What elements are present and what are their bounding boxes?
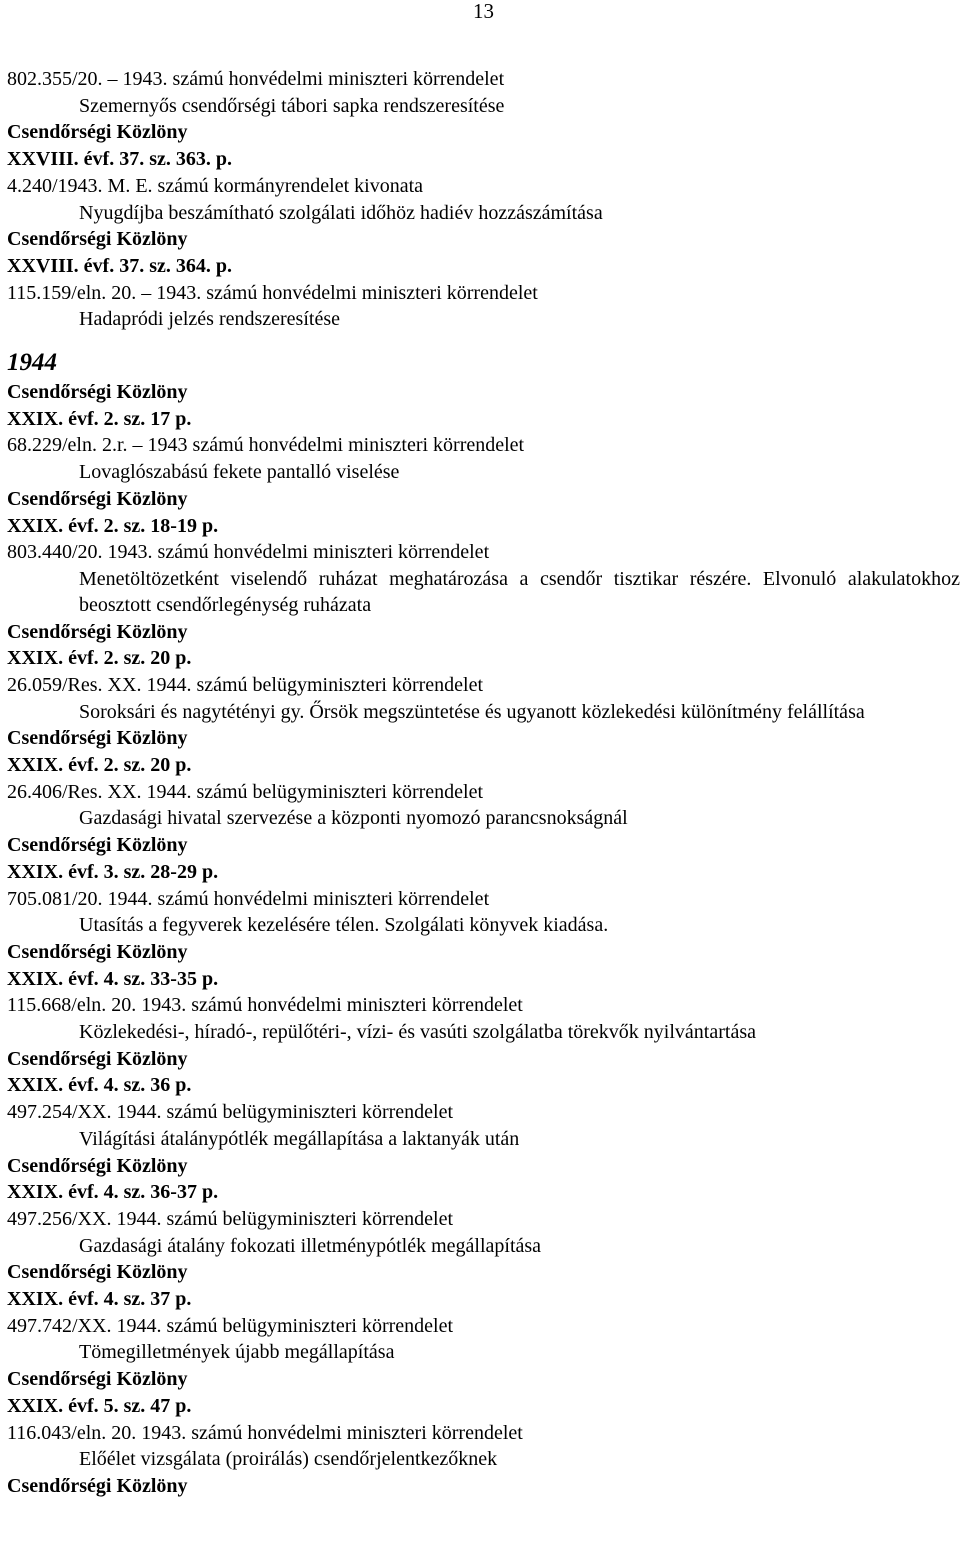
publication-name: Csendőrségi Közlöny bbox=[7, 1261, 188, 1284]
publication-issue: XXIX. évf. 4. sz. 33-35 p. bbox=[7, 967, 219, 990]
publication-name: Csendőrségi Közlöny bbox=[7, 228, 188, 251]
publication-name: Csendőrségi Közlöny bbox=[7, 1474, 188, 1497]
publication-name: Csendőrségi Közlöny bbox=[7, 1047, 188, 1070]
document-body bbox=[0, 66, 960, 1500]
decree-entry bbox=[0, 1099, 960, 1206]
publication-issue: XXVIII. évf. 37. sz. 364. p. bbox=[7, 254, 232, 277]
decree-entry bbox=[0, 539, 960, 672]
publication-name: Csendőrségi Közlöny bbox=[7, 940, 188, 963]
decree-title: Előélet vizsgálata (proirálás) csendőrjelentkezőknek bbox=[79, 1448, 498, 1471]
decree-entry bbox=[0, 779, 960, 886]
decree-entry bbox=[0, 672, 960, 779]
publication-issue: XXIX. évf. 2. sz. 20 p. bbox=[7, 753, 192, 776]
decree-reference: 68.229/eln. 2.r. – 1943 számú honvédelmi miniszteri körrendelet bbox=[7, 434, 525, 457]
publication-issue: XXIX. évf. 4. sz. 36 p. bbox=[7, 1074, 192, 1097]
publication-issue: XXIX. évf. 4. sz. 37 p. bbox=[7, 1288, 192, 1311]
publication-name: Csendőrségi Közlöny bbox=[7, 381, 188, 404]
decree-reference: 803.440/20. 1943. számú honvédelmi miniszteri körrendelet bbox=[7, 541, 490, 564]
publication-name: Csendőrségi Közlöny bbox=[7, 727, 188, 750]
publication-name: Csendőrségi Közlöny bbox=[7, 121, 188, 144]
publication-issue: XXIX. évf. 2. sz. 20 p. bbox=[7, 647, 192, 670]
decree-entry bbox=[0, 347, 960, 432]
year-heading: 1944 bbox=[7, 349, 57, 377]
decree-entry bbox=[0, 280, 960, 333]
publication-name: Csendőrségi Közlöny bbox=[7, 620, 188, 643]
decree-title: Menetöltözetként viselendő ruházat meghatározása a csendőr tisztikar részére. Elvonuló alakulatokhoz beosztott csendőrlegénység ruházata bbox=[79, 567, 960, 617]
decree-entry bbox=[0, 173, 960, 280]
decree-reference: 115.668/eln. 20. 1943. számú honvédelmi miniszteri körrendelet bbox=[7, 994, 523, 1017]
decree-title: Lovaglószabású fekete pantalló viselése bbox=[79, 461, 400, 484]
decree-reference: 802.355/20. – 1943. számú honvédelmi miniszteri körrendelet bbox=[7, 68, 505, 90]
publication-issue: XXVIII. évf. 37. sz. 363. p. bbox=[7, 148, 232, 171]
decree-reference: 497.254/XX. 1944. számú belügyminiszteri körrendelet bbox=[7, 1101, 454, 1124]
decree-title: Világítási átalánypótlék megállapítása a laktanyák után bbox=[79, 1127, 520, 1150]
decree-entry bbox=[0, 66, 960, 173]
decree-reference: 26.406/Res. XX. 1944. számú belügyminiszteri körrendelet bbox=[7, 780, 484, 803]
publication-name: Csendőrségi Közlöny bbox=[7, 834, 188, 857]
decree-entry bbox=[0, 992, 960, 1099]
decree-reference: 26.059/Res. XX. 1944. számú belügyminiszteri körrendelet bbox=[7, 674, 484, 697]
decree-title: Közlekedési-, híradó-, repülőtéri-, vízi- és vasúti szolgálatba törekvők nyilvántartása bbox=[79, 1021, 756, 1044]
decree-title: Tömegilletmények újabb megállapítása bbox=[79, 1341, 395, 1364]
decree-reference: 116.043/eln. 20. 1943. számú honvédelmi miniszteri körrendelet bbox=[7, 1421, 523, 1444]
decree-reference: 497.256/XX. 1944. számú belügyminiszteri körrendelet bbox=[7, 1207, 454, 1230]
publication-name: Csendőrségi Közlöny bbox=[7, 1154, 188, 1177]
decree-reference: 705.081/20. 1944. számú honvédelmi miniszteri körrendelet bbox=[7, 887, 490, 910]
decree-reference: 4.240/1943. M. E. számú kormányrendelet kivonata bbox=[7, 174, 424, 197]
publication-name: Csendőrségi Közlöny bbox=[7, 1368, 188, 1391]
decree-entry bbox=[0, 1313, 960, 1420]
decree-entry bbox=[0, 886, 960, 993]
decree-title: Szemernyős csendőrségi tábori sapka rendszeresítése bbox=[79, 94, 505, 117]
publication-issue: XXIX. évf. 3. sz. 28-29 p. bbox=[7, 860, 219, 883]
publication-issue: XXIX. évf. 2. sz. 17 p. bbox=[7, 407, 192, 430]
publication-issue: XXIX. évf. 5. sz. 47 p. bbox=[7, 1394, 192, 1417]
publication-issue: XXIX. évf. 2. sz. 18-19 p. bbox=[7, 514, 219, 537]
decree-title: Utasítás a fegyverek kezelésére télen. Szolgálati könyvek kiadása. bbox=[79, 914, 609, 937]
decree-entry bbox=[0, 432, 960, 539]
decree-reference: 115.159/eln. 20. – 1943. számú honvédelmi miniszteri körrendelet bbox=[7, 281, 538, 304]
decree-title: Gazdasági hivatal szervezése a központi nyomozó parancsnokságnál bbox=[79, 807, 628, 830]
decree-title: Soroksári és nagytétényi gy. Őrsök megszüntetése és ugyanott közlekedési különítmény felállítása bbox=[79, 700, 865, 723]
decree-entry bbox=[0, 1420, 960, 1500]
decree-title: Nyugdíjba beszámítható szolgálati időhöz hadiév hozzászámítása bbox=[79, 201, 603, 224]
decree-reference: 497.742/XX. 1944. számú belügyminiszteri körrendelet bbox=[7, 1314, 454, 1337]
decree-title: Gazdasági átalány fokozati illetménypótlék megállapítása bbox=[79, 1234, 542, 1257]
publication-name: Csendőrségi Közlöny bbox=[7, 487, 188, 510]
page-number: 13 bbox=[473, 0, 494, 23]
publication-issue: XXIX. évf. 4. sz. 36-37 p. bbox=[7, 1181, 219, 1204]
decree-entry bbox=[0, 1206, 960, 1313]
decree-title: Hadapródi jelzés rendszeresítése bbox=[79, 308, 340, 331]
